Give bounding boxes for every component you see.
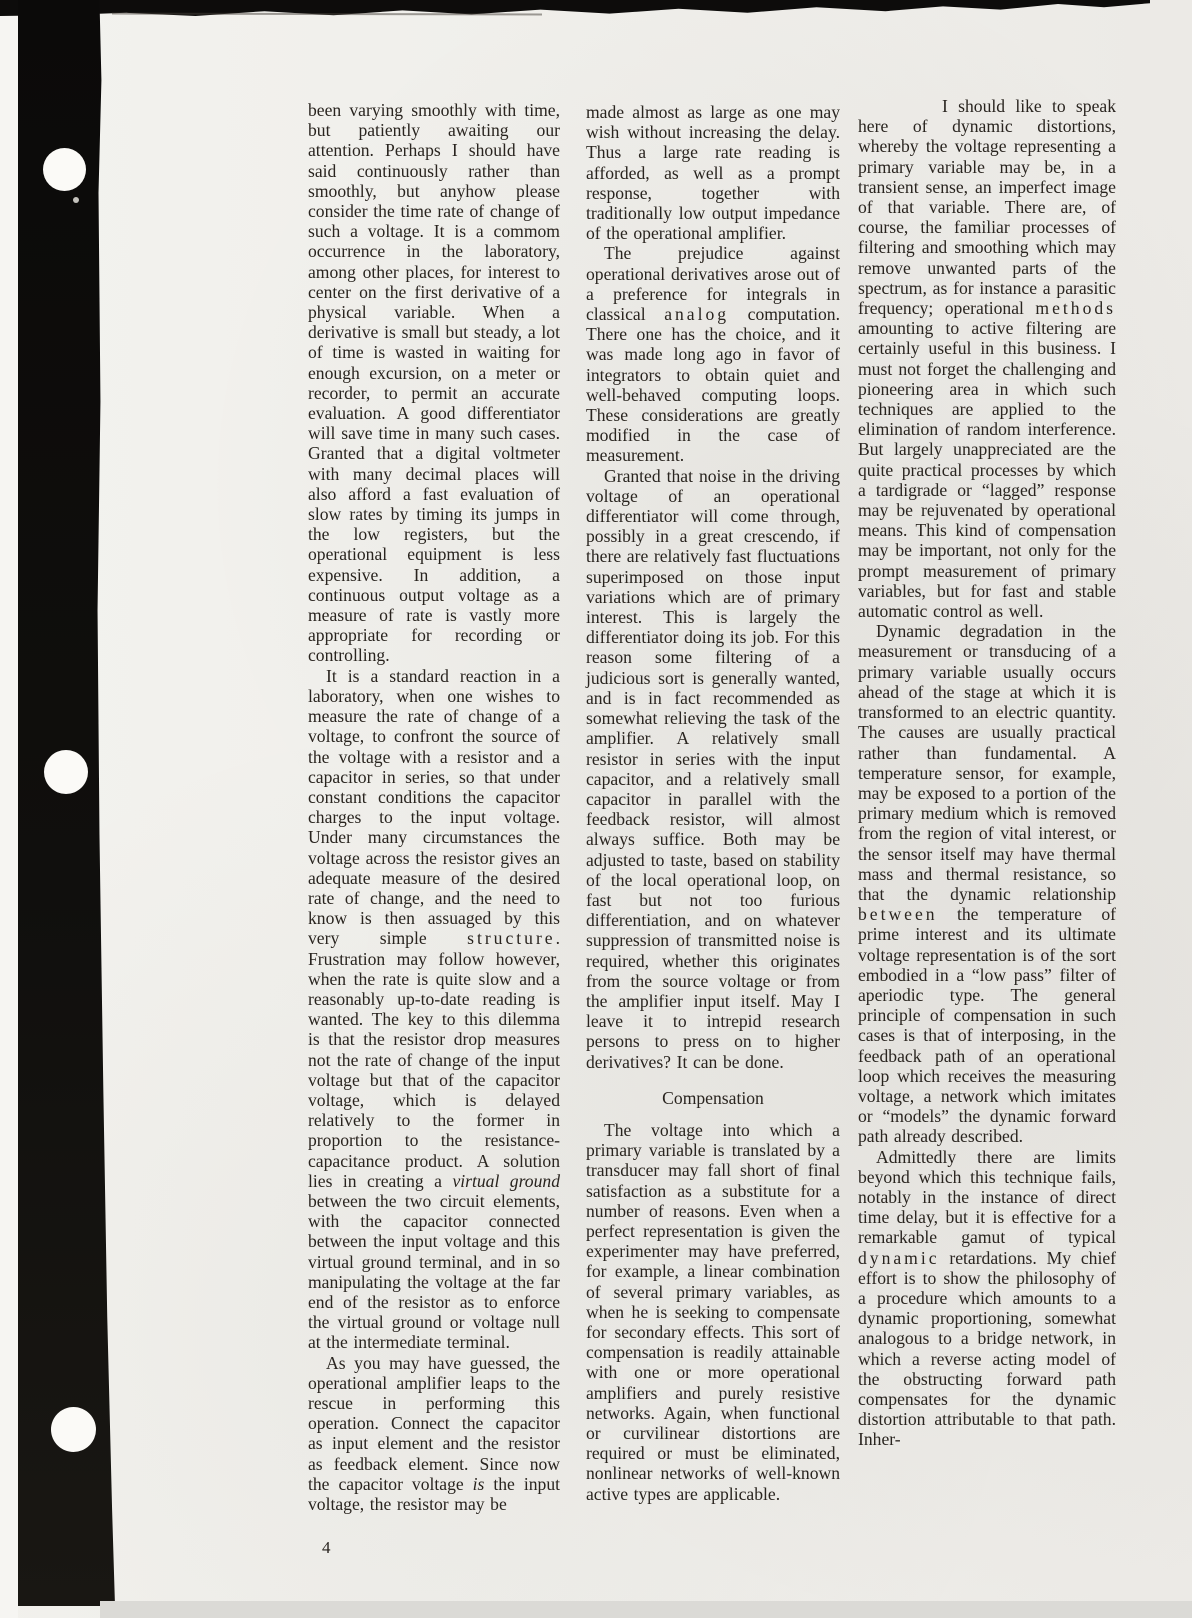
text-segment: . Frustration may follow however, when the rate is quite slow and a reasonably up-to-date reading is wanted. The key to this dilemma is that the resistor drop measures not the rate of change of the input voltage but that of the capacitor voltage, which is delayed relatively to the former in proportion to the resistance-capacitance product. A solution lies in creating a xyxy=(308,928,560,1191)
binding-strip xyxy=(18,0,115,1606)
text-segment: As you may have guessed, the operational amplifier leaps to the rescue in performing this operation. Connect the capacitor as input element and the resistor as feedback element. Since now the capacitor voltage xyxy=(308,1352,560,1494)
text-column-3 xyxy=(858,96,1116,1450)
paragraph xyxy=(308,100,560,666)
text-segment: Admittedly there are limits beyond which this technique fails, notably in the instance of direct time delay, but it is effective for a remarkable gamut of typical xyxy=(858,1146,1116,1248)
text-segment: methods xyxy=(1035,298,1116,319)
text-segment: structure xyxy=(467,928,556,949)
text-segment: Dynamic degradation in the measurement or transducing of a primary variable usually occurs ahead of the stage at which it is transformed to an electric quantity. The causes are usually practical rather than fundamental. A temperature sensor, for example, may be exposed to a portion of the primary medium which is removed from the region of vital interest, or the sensor itself may have thermal mass and thermal resistance, so that the dynamic relationship xyxy=(858,621,1116,904)
text-segment: dynamic xyxy=(858,1247,940,1268)
punch-hole-middle xyxy=(44,750,88,794)
text-segment: The prejudice against operational derivatives arose out of a preference for integrals in classical xyxy=(586,243,840,325)
paragraph xyxy=(858,1147,1116,1450)
text-segment: retardations. My chief effort is to show the philosophy of a procedure which amounts to a dynamic proportioning, somewhat analogous to a bridge network, in which a reverse acting model of the obstructing forward path compensates for the dynamic distortion attributable to that path. Inher- xyxy=(858,1247,1116,1450)
scan-left-margin xyxy=(0,0,18,1618)
paragraph xyxy=(586,243,840,465)
paragraph xyxy=(308,666,560,1353)
punch-hole-top xyxy=(43,148,86,191)
text-segment: It is a standard reaction in a laboratory, when one wishes to measure the rate of change of a voltage, to confront the source of the voltage with a resistor and a capacitor in series, so that under constant conditions the capacitor charges to the input voltage. Under many circumstances the voltage across the resistor gives an adequate measure of the desired rate of change, and the need to know is then assuaged by this very simple xyxy=(308,665,560,949)
paragraph xyxy=(586,102,840,243)
text-segment: analog xyxy=(664,304,730,325)
section-heading xyxy=(586,1088,840,1108)
page-number: 4 xyxy=(322,1538,331,1557)
text-segment: the temperature of prime interest and its ultimate voltage representation is of the sort embodied in a “low pass” filter of aperiodic type. The general principle of compensation in such cases is that of interposing, in the feedback path of an operational loop which receives the measuring voltage, a network which imitates or “models” the dynamic forward path already described. xyxy=(858,904,1116,1147)
text-segment: been varying smoothly with time, but patiently awaiting our attention. Perhaps I should have said continuously rather than smoothly, but anyhow please consider the time rate of change of such a voltage. It is a commom occurrence in the laboratory, among other places, for interest to center on the first derivative of a physical variable. When a derivative is small but steady, a lot of time is wasted in waiting for enough excursion, on a meter or recorder, to permit an accurate evaluation. A good differentiator will save time in many such cases. Granted that a digital voltmeter with many decimal places will also afford a fast evaluation of slow rates by timing its jumps in the low registers, but the operational equipment is less expensive. In addition, a continuous output voltage as a measure of rate is vastly more appropriate for recording or controlling. xyxy=(308,100,560,666)
text-segment: The voltage into which a primary variable is translated by a transducer may fall short of final satisfaction as a substitute for a number of reasons. Even when a perfect representation is given the experimenter may have preferred, for example, a linear combination of several primary variables, as when he is seeking to compensate for secondary effects. This sort of compensation is readily attainable with one or more operational amplifiers and purely resistive networks. Again, when functional or curvilinear distortions are required or must be eliminated, nonlinear networks of well-known active types are applicable. xyxy=(586,1119,840,1504)
text-segment: made almost as large as one may wish without increasing the delay. Thus a large rate reading is afforded, as well as a prompt response, together with traditionally low output impedance of the operational amplifier. xyxy=(586,102,840,244)
text-column-1 xyxy=(308,100,560,1514)
punch-hole-bottom xyxy=(51,1407,96,1452)
paragraph xyxy=(308,1353,560,1515)
text-segment: I should like to speak here of dynamic distortions, whereby the voltage representing a primary variable may be, in a transient sense, an imperfect image of that variable. There are, of course, the familiar processes of filtering and smoothing which may remove unwanted parts of the spectrum, as for instance a parasitic frequency; operational xyxy=(858,96,1116,319)
text-column-2 xyxy=(586,102,840,1504)
text-segment: is xyxy=(472,1473,485,1494)
paragraph xyxy=(586,466,840,1072)
text-segment: virtual ground xyxy=(452,1170,560,1191)
paragraph xyxy=(858,96,1116,621)
paper-speck xyxy=(73,197,79,203)
text-segment: between xyxy=(858,904,938,925)
text-segment: Compensation xyxy=(662,1087,764,1108)
scan-bottom-edge xyxy=(100,1601,1192,1618)
text-segment: Granted that noise in the driving voltage of an operational differentiator will come through, possibly in a great crescendo, if there are relatively fast fluctuations superimposed on those input variations which are of primary interest. This is largely the differentiator doing its job. For this reason some filtering of a judicious sort is generally wanted, and is in fact recommended as somewhat relieving the task of the amplifier. A relatively small resistor in series with the input capacitor, and a relatively small capacitor in parallel with the feedback resistor, will almost always suffice. Both may be adjusted to taste, based on stability of the local operational loop, on fast but not too furious differentiation, and on whatever suppression of transmitted noise is required, whether this originates from the source voltage or from the amplifier input itself. May I leave it to intrepid research persons to press on to higher derivatives? It can be done. xyxy=(586,465,840,1072)
text-segment: the input voltage, the resistor may be xyxy=(308,1473,561,1515)
text-segment: amounting to active filtering are certainly useful in this business. I must not forget the challenging and pioneering area in which such techniques are applied to the elimination of random interference. But largely unappreciated are the quite practical processes by which a tardigrade or “lagged” response may be rejuvenated by operational means. This kind of compensation may be important, not only for the prompt measurement of primary variables, but for fast and stable automatic control as well. xyxy=(858,318,1116,622)
text-segment: between the two circuit elements, with the capacitor connected between the input voltage and this virtual ground terminal, and in so manipulating the voltage at the far end of the resistor as to enforce the virtual ground or voltage null at the intermediate terminal. xyxy=(308,1190,560,1353)
paragraph xyxy=(586,1120,840,1504)
paragraph xyxy=(858,621,1116,1146)
text-segment: computation. There one has the choice, and it was made long ago in favor of integrators to obtain quiet and well-behaved computing loops. These considerations are greatly modified in the case of measurement. xyxy=(586,304,840,466)
